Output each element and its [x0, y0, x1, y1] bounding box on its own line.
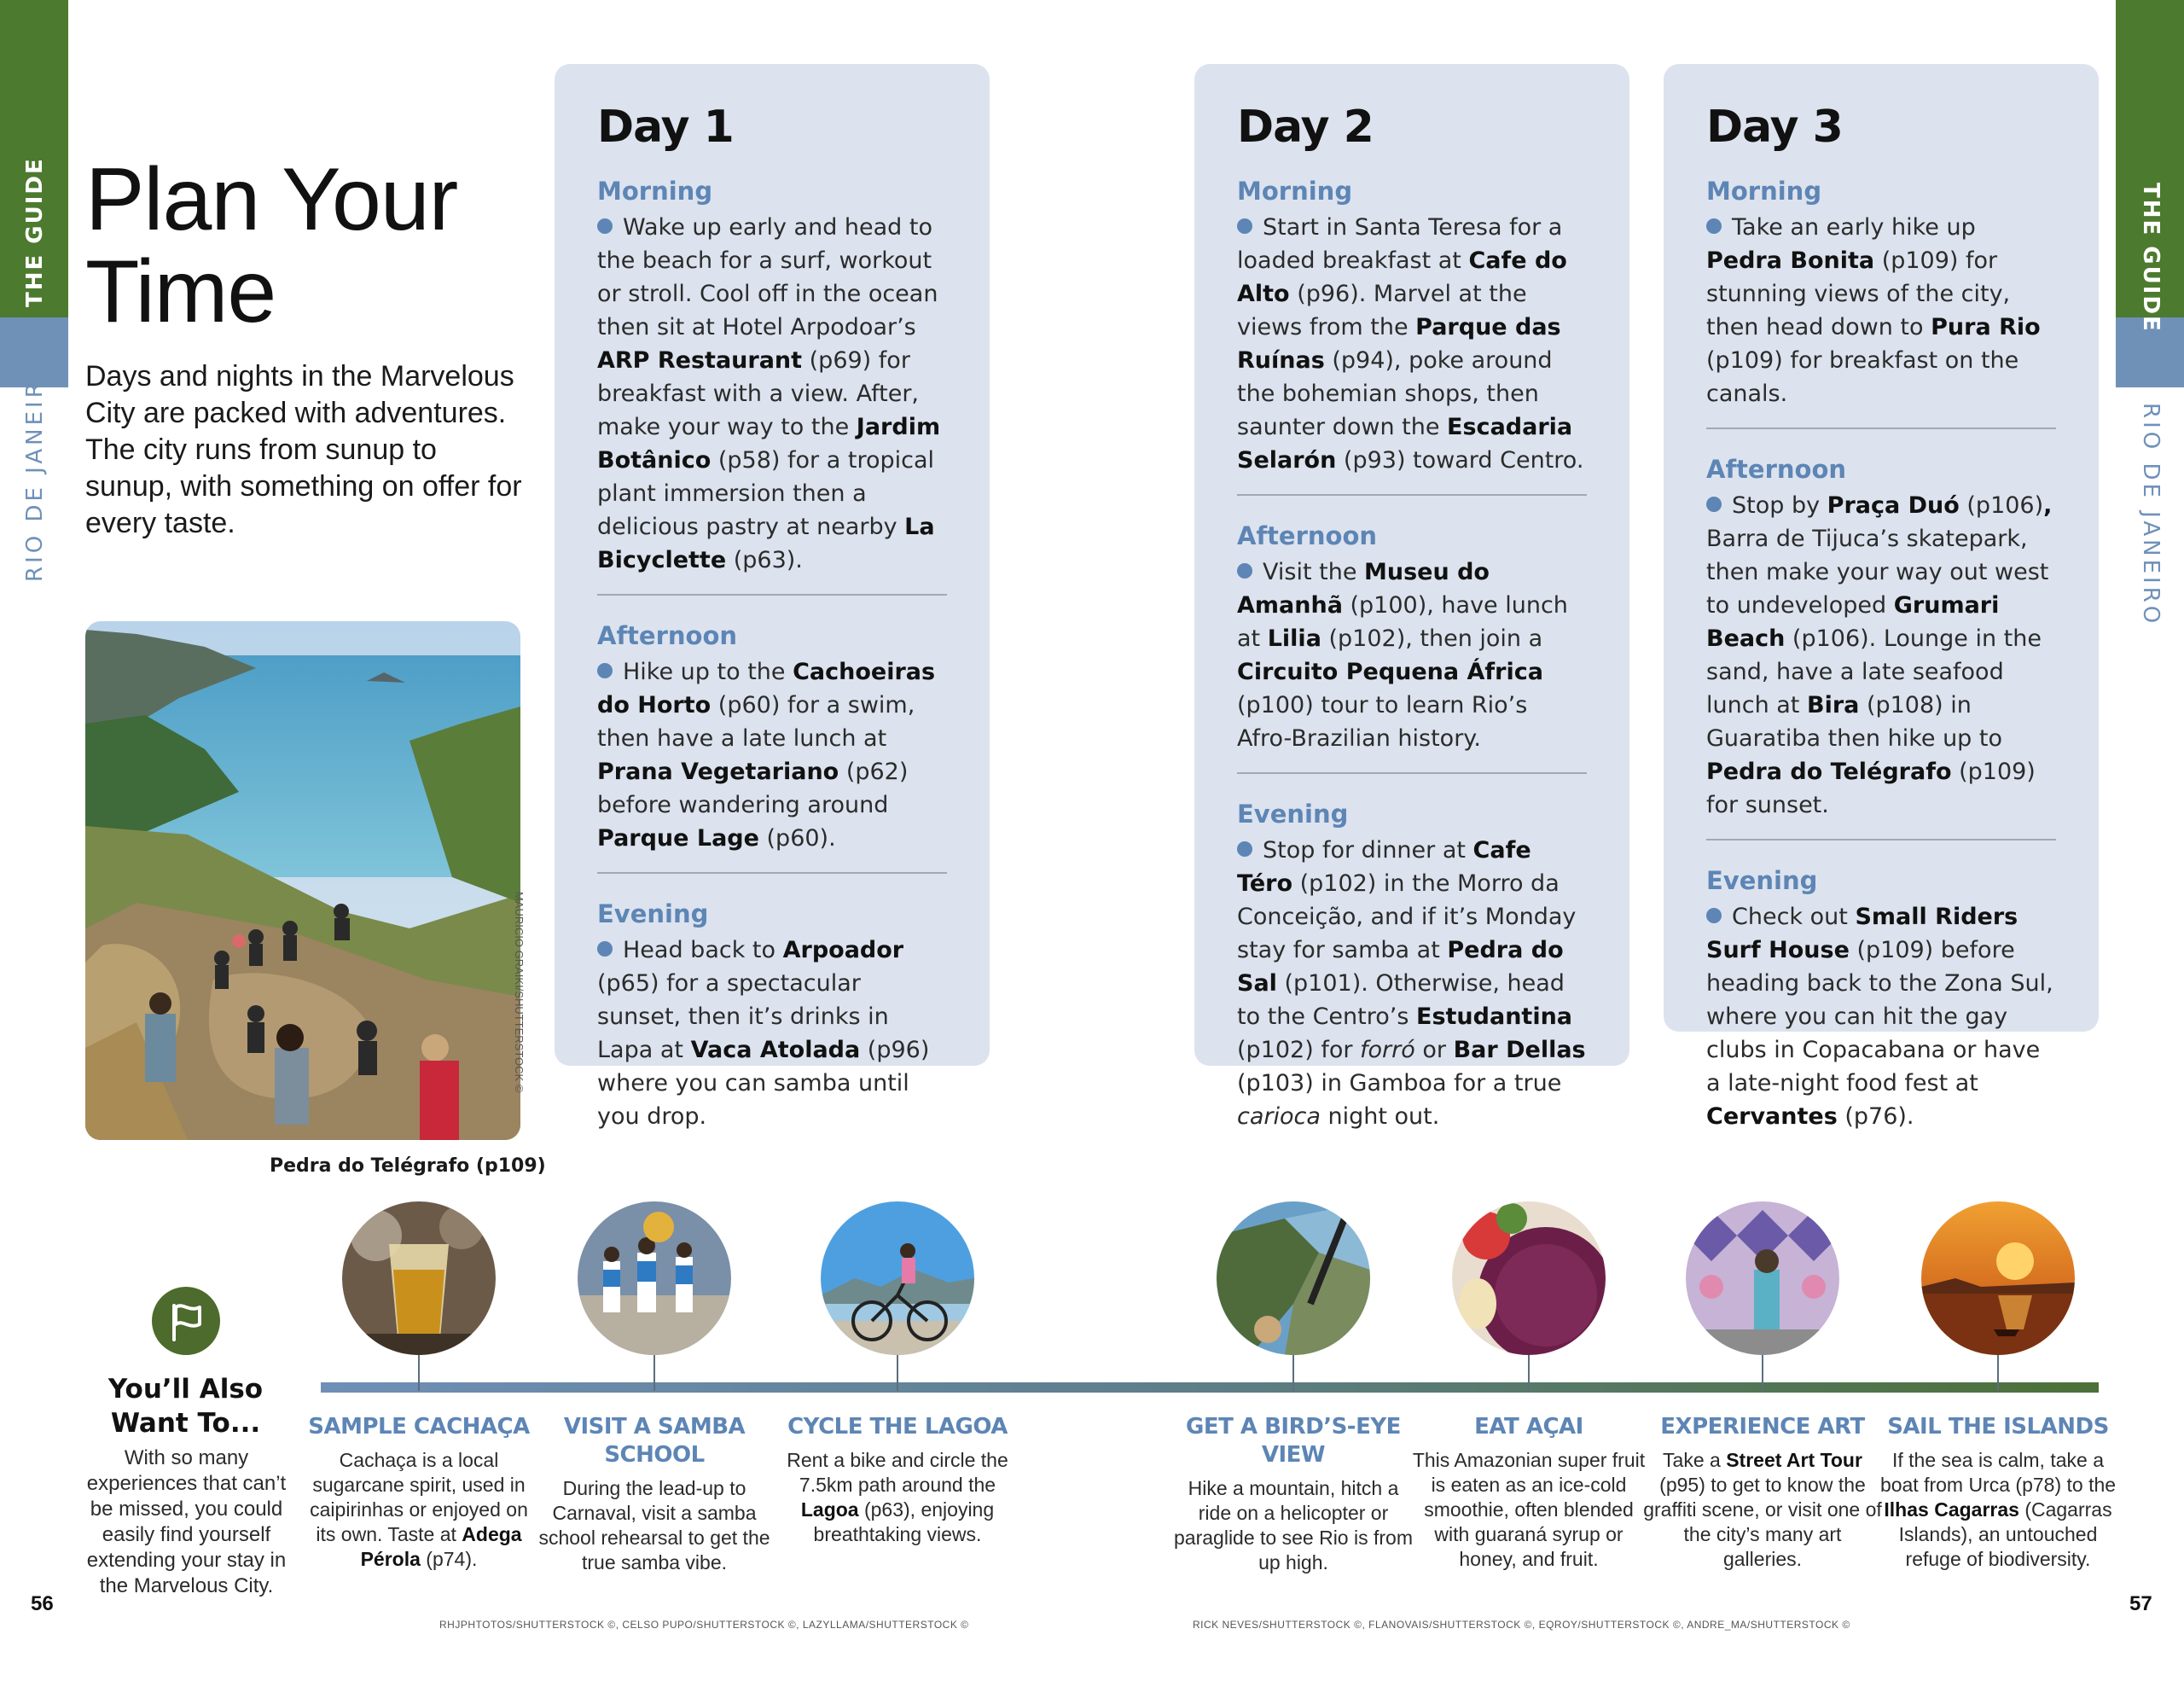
- place-link: Vaca Atolada: [690, 1037, 861, 1063]
- day3-morning-text: Take an early hike up Pedra Bonita (p109) for stunning views of the city, then head down to Pura Rio (p109) for breakfast on the canals.: [1706, 214, 2041, 407]
- day3-afternoon-text: Stop by Praça Duó (p106), Barra de Tijuca’s skatepark, then make your way out west to undeveloped Grumari Beach (p106). Lounge in the sand, have a late seafood lunch at Bira (p108) in Guaratiba then hike up to Pedra do Telégrafo (p109) for sunset.: [1706, 492, 2053, 818]
- section-divider: [597, 594, 947, 596]
- section-divider: [1237, 494, 1587, 496]
- day2-title: Day 2: [1237, 102, 1374, 153]
- photo-credits-left: RHJPHTOTOS/SHUTTERSTOCK ©, CELSO PUPO/SHUTTERSTOCK ©, LAZYLLAMA/SHUTTERSTOCK ©: [439, 1619, 969, 1631]
- item-title: CYCLE THE LAGOA: [787, 1414, 1008, 1440]
- place-link: Praça Duó: [1827, 492, 1960, 519]
- intro-text: Days and nights in the Marvelous City are packed with adventures. The city runs from sunup to sunup, with something on offer for every taste.: [85, 360, 522, 539]
- place-link: Adega Pérola: [360, 1523, 522, 1570]
- item-title: GET A BIRD’S-EYE VIEW: [1186, 1414, 1401, 1468]
- page-title-line2: Time: [85, 242, 276, 341]
- timeline-tick: [418, 1355, 420, 1391]
- place-link: Cervantes: [1706, 1103, 1838, 1130]
- timeline-tick: [897, 1355, 898, 1391]
- place-link: Pura Rio: [1931, 314, 2041, 340]
- bullet-dot: [1237, 841, 1252, 857]
- timeline-tick: [1292, 1355, 1294, 1391]
- item-visit-samba-school: [535, 1201, 774, 1575]
- item-birds-eye-view: [1174, 1201, 1413, 1575]
- also-want-text: With so many experiences that can’t be missed, you could easily find yourself extending your stay in the Marvelous City.: [86, 1446, 287, 1597]
- bullet-dot: [597, 941, 613, 957]
- street-art-illustration: [1686, 1201, 1839, 1355]
- street-art-photo: [1686, 1201, 1839, 1355]
- item-title: VISIT A SAMBA SCHOOL: [563, 1414, 746, 1468]
- photo-caption: Pedra do Telégrafo (p109): [270, 1155, 546, 1177]
- day1-morning-text: Wake up early and head to the beach for a surf, workout or stroll. Cool off in the ocean then sit at Hotel Arpodoar’s ARP Restaurant (p69) for breakfast with a view. After, make your way to the Jardim Botânico (p58) for a tropical plant immersion then a delicious pastry at nearby La Bicyclette (p63).: [597, 214, 941, 573]
- section-divider: [597, 872, 947, 874]
- item-sail-islands: [1879, 1201, 2117, 1572]
- place-link: Prana Vegetariano: [597, 759, 839, 785]
- islands-photo: [1921, 1201, 2075, 1355]
- page-number-right: 57: [2129, 1592, 2152, 1615]
- page-title: [85, 150, 458, 341]
- day3-afternoon-label: Afternoon: [1706, 455, 1847, 484]
- day1-card: [555, 64, 990, 1130]
- day3-title: Day 3: [1706, 102, 1843, 153]
- place-link: Lilia: [1267, 625, 1321, 652]
- timeline-tick: [653, 1355, 655, 1391]
- right-side-tab: [2116, 0, 2184, 1681]
- place-link: ARP Restaurant: [597, 347, 803, 374]
- cachaca-photo: [342, 1201, 496, 1355]
- bullet-dot: [1706, 497, 1722, 512]
- day3-evening-label: Evening: [1706, 866, 1818, 895]
- guide-label-right: THE GUIDE: [2138, 183, 2164, 333]
- flag-icon: [152, 1287, 220, 1355]
- day2-morning-text: Start in Santa Teresa for a loaded breakfast at Cafe do Alto (p96). Marvel at the views from the Parque das Ruínas (p94), poke around the bohemian shops, then saunter down the Escadaria Selarón (p93) toward Centro.: [1237, 214, 1584, 474]
- day1-morning-label: Morning: [597, 177, 713, 206]
- item-cycle-lagoa: [778, 1201, 1017, 1547]
- section-divider: [1706, 428, 2056, 429]
- day1-title: Day 1: [597, 102, 734, 153]
- bullet-dot: [597, 218, 613, 234]
- item-experience-art: [1643, 1201, 1882, 1572]
- guide-label-left: THE GUIDE: [22, 157, 48, 307]
- bullet-dot: [1706, 908, 1722, 923]
- birds-eye-illustration: [1217, 1201, 1370, 1355]
- islands-illustration: [1921, 1201, 2075, 1355]
- lagoa-photo: [821, 1201, 974, 1355]
- acai-illustration: [1452, 1201, 1606, 1355]
- bullet-dot: [1706, 218, 1722, 234]
- place-link: Pedra do Telégrafo: [1706, 759, 1952, 785]
- item-sample-cachaca: [299, 1201, 538, 1572]
- item-text: Take a Street Art Tour (p95) to get to know the graffiti scene, or visit one of the city’s many art galleries.: [1643, 1449, 1882, 1570]
- day3-card: [1664, 64, 2099, 1130]
- place-link: Circuito Pequena África: [1237, 659, 1543, 685]
- day1-afternoon-label: Afternoon: [597, 621, 738, 650]
- flag-icon-glyph: [152, 1287, 220, 1355]
- photo-credit: MAURICIO GRAIKI/SHUTTERSTOCK ©: [513, 892, 526, 1093]
- place-link: Estudantina: [1416, 1003, 1573, 1030]
- place-link: Grumari Beach: [1706, 592, 2000, 652]
- place-link: Parque das Ruínas: [1237, 314, 1561, 374]
- place-link: Cafe do Alto: [1237, 247, 1567, 307]
- cachaca-illustration: [342, 1201, 496, 1355]
- day1-evening-text: Head back to Arpoador (p65) for a spectacular sunset, then it’s drinks in Lapa at Vaca Atolada (p96) where you can samba until you drop.: [597, 937, 930, 1130]
- lagoa-illustration: [821, 1201, 974, 1355]
- also-want-title: You’ll Also Want To...: [107, 1374, 264, 1439]
- place-link: Escadaria Selarón: [1237, 414, 1573, 474]
- item-text: This Amazonian super fruit is eaten as an ice-cold smoothie, often blended with guaraná syrup or honey, and fruit.: [1412, 1449, 1646, 1570]
- place-link: Lagoa: [800, 1498, 859, 1521]
- place-link: Pedra do Sal: [1237, 937, 1564, 997]
- day2-evening-text: Stop for dinner at Cafe Téro (p102) in the Morro da Conceição, and if it’s Monday stay for samba at Pedra do Sal (p101). Otherwise, head to the Centro’s Estudantina (p102) for forró or Bar Dellas (p103) in Gamboa for a true carioca night out.: [1237, 837, 1586, 1130]
- place-link: Jardim Botânico: [597, 414, 941, 474]
- section-divider: [1706, 839, 2056, 840]
- item-title: EAT AÇAI: [1474, 1414, 1583, 1440]
- page-title-line1: Plan Your: [85, 150, 458, 249]
- day1-afternoon-text: Hike up to the Cachoeiras do Horto (p60) for a swim, then have a late lunch at Prana Vegetariano (p62) before wandering around Parque Lage (p60).: [597, 659, 936, 852]
- day1-evening-label: Evening: [597, 899, 709, 928]
- page-number-left: 56: [31, 1592, 54, 1615]
- day2-afternoon-label: Afternoon: [1237, 521, 1378, 550]
- place-link: La Bicyclette: [597, 514, 935, 573]
- timeline-tick: [1997, 1355, 1999, 1391]
- samba-illustration: [578, 1201, 731, 1355]
- day2-morning-label: Morning: [1237, 177, 1353, 206]
- item-title: SAIL THE ISLANDS: [1887, 1414, 2109, 1440]
- timeline-tick: [1528, 1355, 1530, 1391]
- city-label-right: RIO DE JANEIRO: [2138, 403, 2164, 627]
- acai-photo: [1452, 1201, 1606, 1355]
- hero-photo: [85, 621, 520, 1140]
- section-divider: [1237, 772, 1587, 774]
- place-link: Ilhas Cagarras: [1884, 1498, 2019, 1521]
- item-eat-acai: [1409, 1201, 1648, 1572]
- bullet-dot: [1237, 563, 1252, 579]
- item-text: Hike a mountain, hitch a ride on a helicopter or paraglide to see Rio is from up high.: [1174, 1477, 1413, 1573]
- place-link: Arpoador: [782, 937, 904, 963]
- timeline-tick: [1762, 1355, 1763, 1391]
- item-title: EXPERIENCE ART: [1660, 1414, 1865, 1440]
- place-link: Small Riders Surf House: [1706, 904, 2018, 963]
- item-text: If the sea is calm, take a boat from Urca (p78) to the Ilhas Cagarras (Cagarras Islands), an untouched refuge of biodiversity.: [1879, 1449, 2117, 1570]
- place-link: Street Art Tour: [1726, 1449, 1862, 1471]
- place-link: Bira: [1806, 692, 1860, 718]
- day2-afternoon-text: Visit the Museu do Amanhã (p100), have lunch at Lilia (p102), then join a Circuito Pequena África (p100) tour to learn Rio’s Afro-Brazilian history.: [1237, 559, 1568, 752]
- place-link: Bar Dellas: [1453, 1037, 1586, 1063]
- item-text: Cachaça is a local sugarcane spirit, used in caipirinhas or enjoyed on its own. Taste at Adega Pérola (p74).: [310, 1449, 528, 1570]
- place-link: Cafe Téro: [1237, 837, 1531, 897]
- bullet-dot: [1237, 218, 1252, 234]
- place-link: Museu do Amanhã: [1237, 559, 1490, 619]
- item-text: During the lead-up to Carnaval, visit a samba school rehearsal to get the true samba vibe.: [538, 1477, 770, 1573]
- item-text: Rent a bike and circle the 7.5km path around the Lagoa (p63), enjoying breathtaking views.: [787, 1449, 1008, 1545]
- hero-photo-illustration: [85, 621, 520, 1140]
- place-link: Cachoeiras do Horto: [597, 659, 936, 718]
- birds-eye-photo: [1217, 1201, 1370, 1355]
- day2-evening-label: Evening: [1237, 800, 1349, 829]
- day2-card: [1194, 64, 1629, 1130]
- city-label-left: RIO DE JANEIRO: [22, 358, 48, 582]
- day3-evening-text: Check out Small Riders Surf House (p109) before heading back to the Zona Sul, where you can hit the gay clubs in Copacabana or have a late-night food fest at Cervantes (p76).: [1706, 904, 2053, 1130]
- item-title: SAMPLE CACHAÇA: [308, 1414, 530, 1440]
- bullet-dot: [597, 663, 613, 678]
- place-link: Parque Lage: [597, 825, 759, 852]
- photo-credits-right: RICK NEVES/SHUTTERSTOCK ©, FLANOVAIS/SHUTTERSTOCK ©, EQROY/SHUTTERSTOCK ©, ANDRE_MA/SHUTTERSTOCK ©: [1193, 1619, 1850, 1631]
- samba-photo: [578, 1201, 731, 1355]
- left-side-tab: [0, 0, 68, 1681]
- day3-morning-label: Morning: [1706, 177, 1822, 206]
- place-link: Pedra Bonita: [1706, 247, 1875, 274]
